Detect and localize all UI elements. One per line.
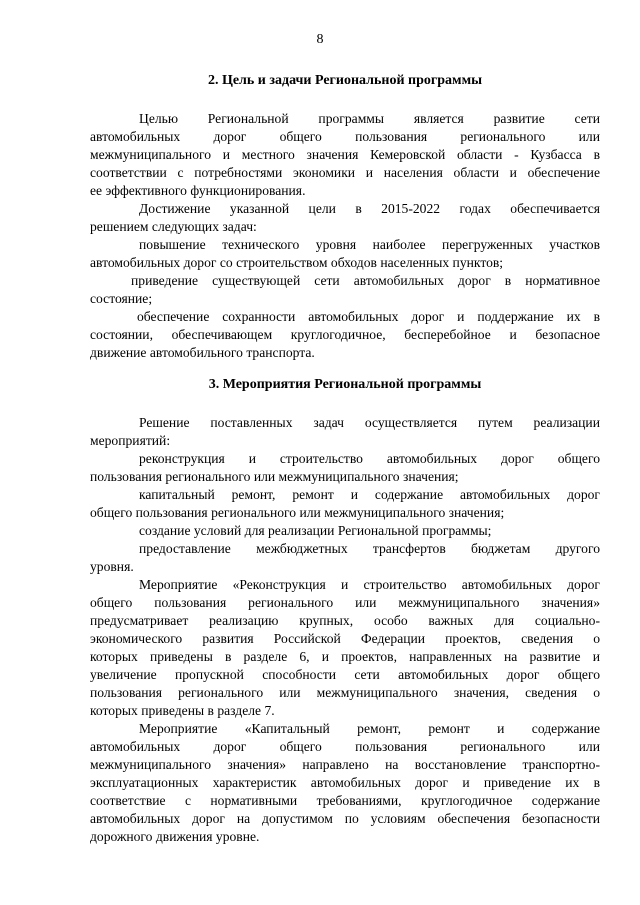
text-line: дорожного движения уровне. bbox=[90, 829, 260, 844]
text-line: автомобильных дорог на допустимом по условиям обеспечения безопасности bbox=[90, 811, 600, 826]
text-line: состояние; bbox=[90, 291, 153, 306]
text-line: предусматривает реализацию крупных, особо важных для социально- bbox=[90, 613, 600, 628]
text-line: экономического развития Российской Федерации проектов, сведения о bbox=[90, 631, 600, 646]
text-line: решением следующих задач: bbox=[90, 219, 257, 234]
section-3-heading: 3. Мероприятия Региональной программы bbox=[208, 377, 482, 392]
text-line: Достижение указанной цели в 2015-2022 годах обеспечивается bbox=[139, 201, 600, 216]
text-line: пользования регионального или межмуниципального значения, сведения о bbox=[90, 685, 600, 700]
text-line: межмуниципального значения» направлено на восстановление транспортно- bbox=[90, 757, 600, 772]
text-line: создание условий для реализации Региональной программы; bbox=[139, 523, 492, 538]
text-line: соответствие с нормативными требованиями, круглогодичное содержание bbox=[90, 793, 600, 808]
text-line: которых приведены в разделе 7. bbox=[90, 703, 275, 718]
text-line: мероприятий: bbox=[90, 433, 171, 448]
text-line: Целью Региональной программы является развитие сети bbox=[139, 111, 600, 126]
text-line: обеспечение сохранности автомобильных дорог и поддержание их в bbox=[137, 309, 600, 324]
text-line: общего пользования регионального или межмуниципального значения» bbox=[90, 595, 600, 610]
text-line: уровня. bbox=[90, 559, 134, 574]
text-line: Решение поставленных задач осуществляется путем реализации bbox=[139, 415, 600, 430]
text-line: автомобильных дорог общего пользования регионального или bbox=[90, 739, 600, 754]
text-line: пользования регионального или межмуниципального значения; bbox=[90, 469, 459, 484]
text-line: Мероприятие «Капитальный ремонт, ремонт и содержание bbox=[139, 721, 600, 736]
text-line: автомобильных дорог со строительством обходов населенных пунктов; bbox=[90, 255, 504, 270]
text-line: эксплуатационных характеристик автомобильных дорог и приведение их в bbox=[90, 775, 600, 790]
text-line: соответствии с потребностями экономики и населения области и обеспечение bbox=[90, 165, 600, 180]
text-line: капитальный ремонт, ремонт и содержание автомобильных дорог bbox=[139, 487, 600, 502]
text-line: движение автомобильного транспорта. bbox=[90, 345, 315, 360]
text-line: повышение технического уровня наиболее перегруженных участков bbox=[139, 237, 600, 252]
text-line: Мероприятие «Реконструкция и строительство автомобильных дорог bbox=[139, 577, 600, 592]
text-line: межмуниципального и местного значения Кемеровской области - Кузбасса в bbox=[90, 147, 600, 162]
text-line: увеличение пропускной способности сети автомобильных дорог общего bbox=[90, 667, 600, 682]
text-line: реконструкция и строительство автомобильных дорог общего bbox=[139, 451, 600, 466]
section-2-heading: 2. Цель и задачи Региональной программы bbox=[207, 73, 483, 88]
text-line: ее эффективного функционирования. bbox=[90, 183, 306, 198]
text-line: которых приведены в разделе 6, и проектов, направленных на развитие и bbox=[90, 649, 600, 664]
page-number: 8 bbox=[316, 32, 324, 47]
text-line: приведение существующей сети автомобильных дорог в нормативное bbox=[131, 273, 600, 288]
text-line: общего пользования регионального или межмуниципального значения; bbox=[90, 505, 505, 520]
text-line: предоставление межбюджетных трансфертов бюджетам другого bbox=[139, 541, 600, 556]
text-line: состоянии, обеспечивающем круглогодичное, бесперебойное и безопасное bbox=[90, 327, 600, 342]
text-line: автомобильных дорог общего пользования регионального или bbox=[90, 129, 600, 144]
